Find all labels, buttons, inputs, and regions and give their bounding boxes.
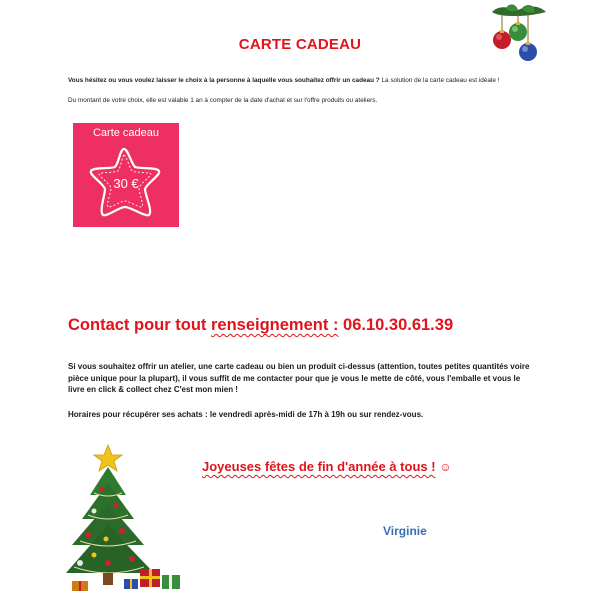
intro-line-2: Du montant de votre choix, elle est valable 1 an à compter de la date d'achat et sur l'offre produits ou ateliers. [68, 97, 378, 104]
holly-leaves [492, 4, 546, 16]
page-title: CARTE CADEAU [238, 36, 362, 53]
christmas-tree-illustration [64, 443, 192, 595]
christmas-ornaments-illustration [486, 2, 550, 66]
gift-card-label: Carte cadeau [92, 127, 160, 139]
star-icon [73, 123, 179, 227]
gift-card-amount: 30 € [113, 176, 139, 191]
contact-heading [68, 316, 453, 335]
intro-line-1-rest: La solution de la carte cadeau est idéale ! [379, 77, 500, 84]
gift-card-image [73, 123, 179, 227]
intro-line-1 [68, 77, 499, 84]
contact-prefix: Contact pour tout [68, 316, 211, 334]
details-paragraph: Si vous souhaitez offrir un atelier, une carte cadeau ou bien un produit ci-dessus (attention, toutes petites quantités voire pièce unique pour la plupart), il vous suffit de me contacter pour que je vous le mette de côté, vous l'emballe et vous le livre en click & collect chez C'est mon mien ! [68, 362, 530, 394]
signature: Virginie [383, 524, 427, 538]
intro-line-1-bold: Vous hésitez ou vous voulez laisser le choix à la personne à laquelle vous souhaitez offrir un cadeau ? [68, 77, 380, 84]
holiday-wishes-text: Joyeuses fêtes de fin d'année à tous ! [202, 459, 436, 474]
contact-phone: 06.10.30.61.39 [338, 316, 454, 334]
pickup-hours: Horaires pour récupérer ses achats : le vendredi après-midi de 17h à 19h ou sur rendez-vous. [68, 410, 424, 419]
smiley-icon: ☺ [439, 460, 452, 474]
holiday-wishes [202, 459, 451, 474]
contact-underlined: renseignement : [210, 316, 339, 334]
